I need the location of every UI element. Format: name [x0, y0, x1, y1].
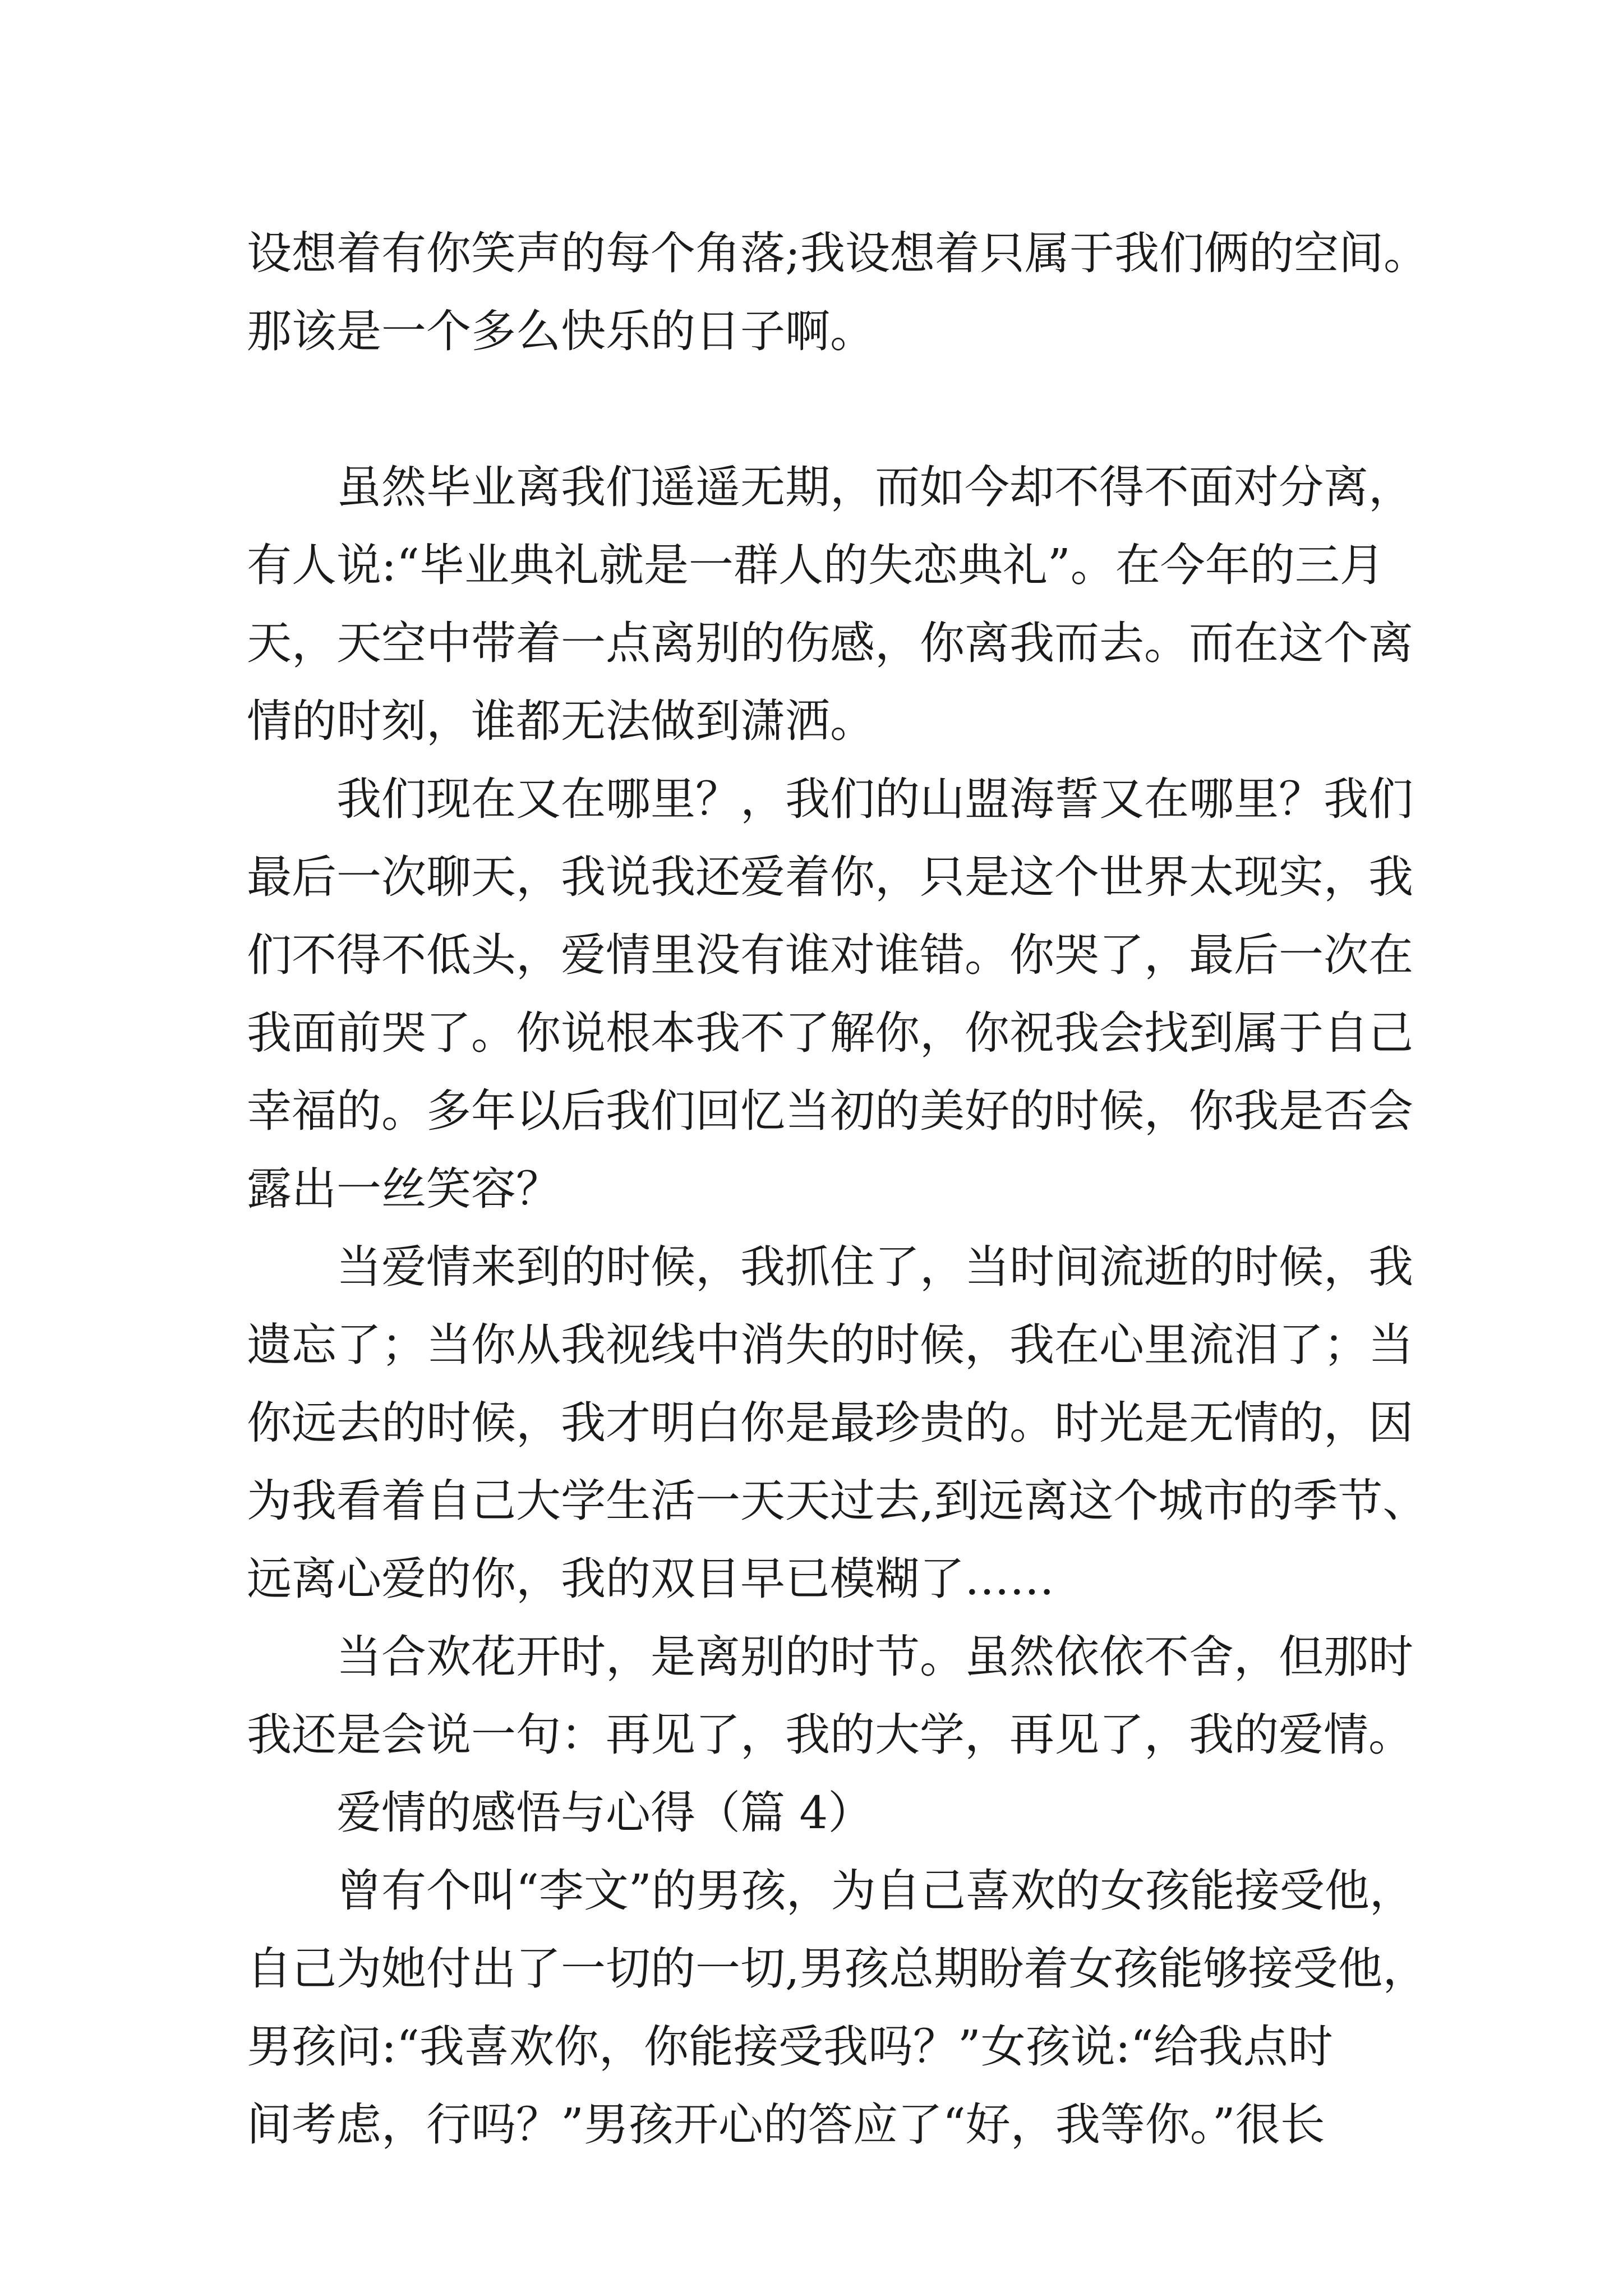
text-line: 远离心爱的你，我的双目早已模糊了…… — [247, 1553, 1054, 1605]
text-line: 幸福的。多年以后我们回忆当初的美好的时候，你我是否会 — [247, 1085, 1413, 1137]
text-line: 当爱情来到的时候，我抓住了，当时间流逝的时候，我 — [247, 1241, 1413, 1293]
text-line: 你远去的时候，我才明白你是最珍贵的。时光是无情的，因 — [247, 1397, 1413, 1449]
document-body — [247, 214, 1436, 2164]
text-line: 遗忘了；当你从我视线中消失的时候，我在心里流泪了；当 — [247, 1319, 1413, 1371]
text-line: 间考虑，行吗？”男孩开心的答应了“好，我等你。”很长 — [247, 2099, 1325, 2151]
paragraph-gap — [247, 370, 1436, 448]
text-line: 爱情的感悟与心得（篇 4） — [247, 1787, 873, 1839]
text-line: 们不得不低头，爱情里没有谁对谁错。你哭了，最后一次在 — [247, 929, 1413, 981]
text-line: 最后一次聊天，我说我还爱着你，只是这个世界太现实，我 — [247, 851, 1413, 903]
text-line: 我面前哭了。你说根本我不了解你，你祝我会找到属于自己 — [247, 1007, 1413, 1059]
text-line: 当合欢花开时，是离别的时节。虽然依依不舍，但那时 — [247, 1631, 1413, 1683]
text-line: 自己为她付出了一切的一切,男孩总期盼着女孩能够接受他， — [247, 1943, 1428, 1995]
text-line: 虽然毕业离我们遥遥无期，而如今却不得不面对分离， — [247, 461, 1413, 513]
text-line: 那该是一个多么快乐的日子啊。 — [247, 305, 875, 357]
text-line: 天，天空中带着一点离别的伤感，你离我而去。而在这个离 — [247, 617, 1413, 669]
text-line: 有人说:“毕业典礼就是一群人的失恋典礼”。在今年的三月 — [247, 539, 1385, 591]
text-line: 设想着有你笑声的每个角落;我设想着只属于我们俩的空间。 — [247, 227, 1428, 279]
text-line: 曾有个叫“李文”的男孩，为自己喜欢的女孩能接受他， — [247, 1865, 1414, 1917]
text-line: 男孩问:“我喜欢你，你能接受我吗？”女孩说:“给我点时 — [247, 2021, 1333, 2073]
text-line: 露出一丝笑容？ — [247, 1163, 561, 1215]
text-line: 为我看着自己大学生活一天天过去,到远离这个城市的季节、 — [247, 1475, 1428, 1527]
text-line: 我们现在又在哪里？，我们的山盟海誓又在哪里？我们 — [247, 773, 1413, 825]
text-line: 情的时刻，谁都无法做到潇洒。 — [247, 695, 875, 747]
text-line: 我还是会说一句：再见了，我的大学，再见了，我的爱情。 — [247, 1709, 1413, 1761]
